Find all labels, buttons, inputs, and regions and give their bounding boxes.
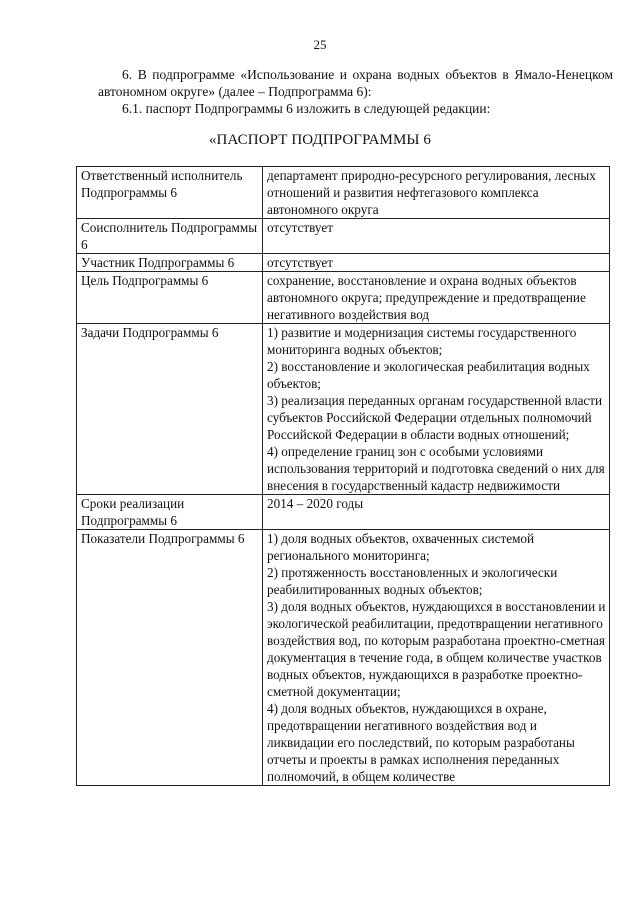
row-value-item: 2014 – 2020 годы bbox=[267, 496, 364, 511]
table-row bbox=[77, 495, 610, 530]
row-value bbox=[263, 324, 610, 495]
table-row bbox=[77, 324, 610, 495]
row-label: Соисполнитель Подпрограммы 6 bbox=[77, 219, 263, 254]
intro-paragraph: 6.1. паспорт Подпрограммы 6 изложить в следующей редакции: bbox=[122, 101, 491, 116]
table-row bbox=[77, 254, 610, 272]
row-value-item: отсутствует bbox=[267, 220, 333, 235]
row-value bbox=[263, 495, 610, 530]
intro-text bbox=[98, 66, 613, 117]
row-label: Показатели Подпрограммы 6 bbox=[77, 530, 263, 786]
row-label: Сроки реализации Подпрограммы 6 bbox=[77, 495, 263, 530]
row-value-item: 1) развитие и модернизация системы государственного мониторинга водных объектов; bbox=[267, 325, 577, 357]
row-value bbox=[263, 219, 610, 254]
row-value-item: сохранение, восстановление и охрана водных объектов автономного округа; предупреждение и предотвращение негативного воздействия вод bbox=[267, 273, 586, 322]
table-row bbox=[77, 272, 610, 324]
row-value-item: 4) определение границ зон с особыми условиями использования территорий и подготовка сведений о них для внесения в государственный кадастр недвижимости bbox=[267, 444, 605, 493]
page-number: 25 bbox=[313, 37, 327, 52]
row-label: Ответственный исполнитель Подпрограммы 6 bbox=[77, 167, 263, 219]
row-value-item: 3) реализация переданных органам государственной власти субъектов Российской Федерации отдельных полномочий Российской Федерации в области водных отношений; bbox=[267, 393, 603, 442]
intro-paragraph: 6. В подпрограмме «Использование и охрана водных объектов в Ямало-Ненецком автономном округе» (далее – Подпрограмма 6): bbox=[98, 67, 613, 99]
row-label: Участник Подпрограммы 6 bbox=[77, 254, 263, 272]
row-value bbox=[263, 254, 610, 272]
row-value bbox=[263, 167, 610, 219]
row-value-item: 2) протяженность восстановленных и экологически реабилитированных водных объектов; bbox=[267, 565, 558, 597]
table-row bbox=[77, 167, 610, 219]
row-value-item: 1) доля водных объектов, охваченных системой регионального мониторинга; bbox=[267, 531, 535, 563]
passport-table bbox=[76, 166, 610, 786]
row-value-item: 3) доля водных объектов, нуждающихся в восстановлении и экологической реабилитации, предотвращении негативного воздействия вод, по которым разработана проектно-сметная документация в течение года, в общем количестве участков водных объектов, нуждающихся в разработке проектно-сметной документации; bbox=[267, 599, 606, 699]
row-value-item: отсутствует bbox=[267, 255, 333, 270]
row-label: Задачи Подпрограммы 6 bbox=[77, 324, 263, 495]
row-label: Цель Подпрограммы 6 bbox=[77, 272, 263, 324]
row-value-item: департамент природно-ресурсного регулирования, лесных отношений и развития нефтегазового комплекса автономного округа bbox=[267, 168, 596, 217]
row-value bbox=[263, 272, 610, 324]
passport-title: «ПАСПОРТ ПОДПРОГРАММЫ 6 bbox=[208, 132, 432, 148]
row-value-item: 2) восстановление и экологическая реабилитация водных объектов; bbox=[267, 359, 590, 391]
row-value-item: 4) доля водных объектов, нуждающихся в охране, предотвращении негативного воздействия вод и ликвидации его последствий, по которым разработаны отчеты и проекты в рамках исполнения переданных полномочий, в общем количестве bbox=[267, 701, 575, 784]
row-value bbox=[263, 530, 610, 786]
table-row bbox=[77, 219, 610, 254]
table-row bbox=[77, 530, 610, 786]
